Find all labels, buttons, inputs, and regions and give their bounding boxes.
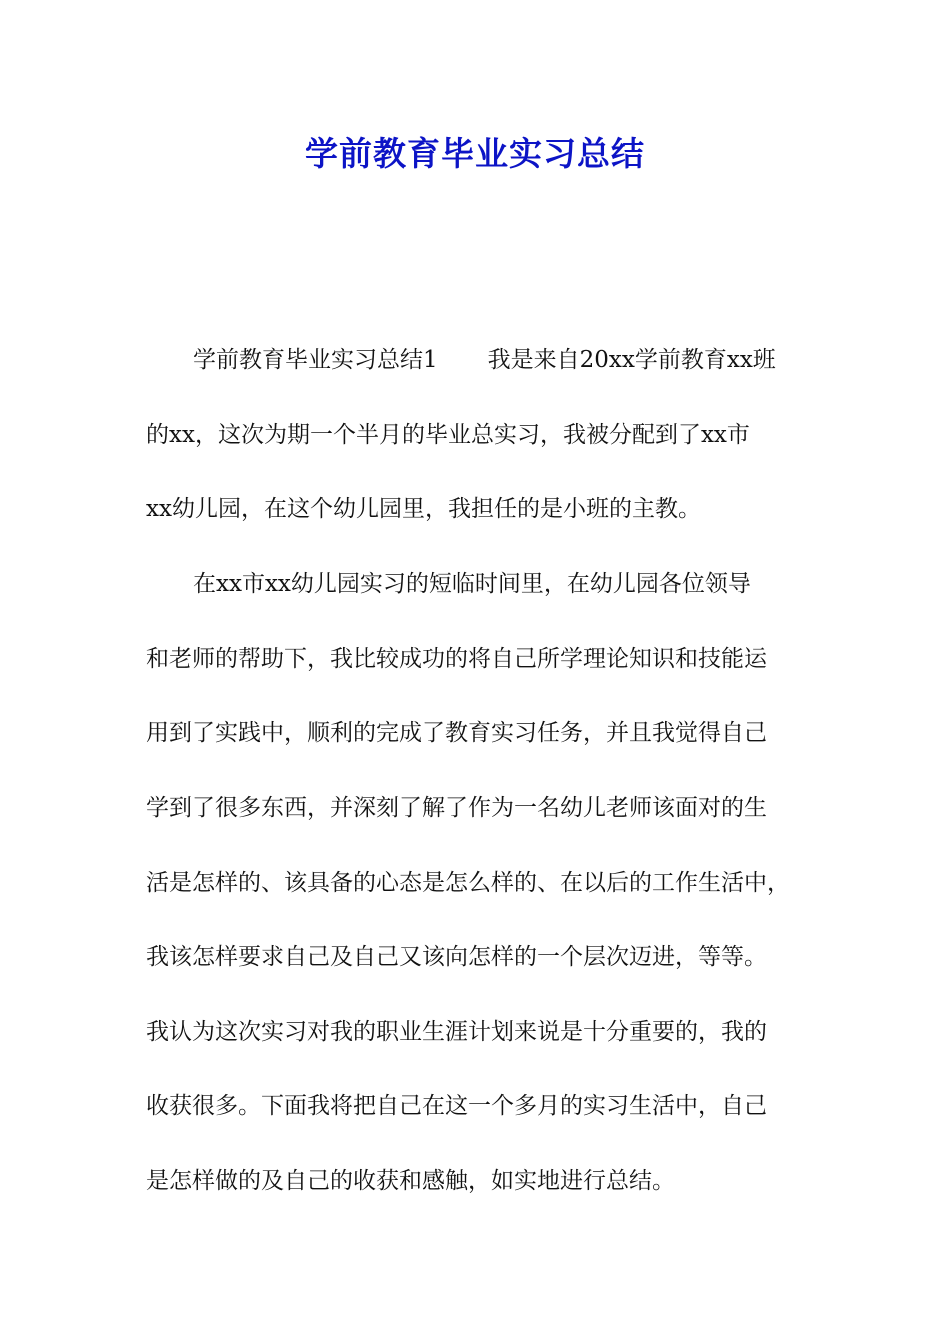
paragraph-2-line-1: 在xx市xx幼儿园实习的短临时间里，在幼儿园各位领导 bbox=[193, 571, 751, 597]
paragraph-2-line-3: 用到了实践中，顺利的完成了教育实习任务，并且我觉得自己 bbox=[146, 720, 767, 746]
paragraph-1-line-1 bbox=[193, 345, 893, 375]
paragraph-2-line-9: 是怎样做的及自己的收获和感触，如实地进行总结。 bbox=[146, 1168, 675, 1194]
paragraph-2-line-8: 收获很多。下面我将把自己在这一个多月的实习生活中，自己 bbox=[146, 1093, 767, 1119]
document-title: 学前教育毕业实习总结 bbox=[305, 134, 645, 173]
paragraph-2-line-5: 活是怎样的、该具备的心态是怎么样的、在以后的工作生活中， bbox=[146, 870, 790, 896]
paragraph-2-line-4: 学到了很多东西，并深刻了解了作为一名幼儿老师该面对的生 bbox=[146, 795, 767, 821]
paragraph-2-line-6: 我该怎样要求自己及自己又该向怎样的一个层次迈进，等等。 bbox=[146, 944, 767, 970]
paragraph-1-line-3: xx幼儿园，在这个幼儿园里，我担任的是小班的主教。 bbox=[146, 496, 701, 522]
section-heading: 学前教育毕业实习总结1 bbox=[193, 347, 438, 373]
paragraph-2-line-7: 我认为这次实习对我的职业生涯计划来说是十分重要的，我的 bbox=[146, 1019, 767, 1045]
paragraph-1-line-2: 的xx，这次为期一个半月的毕业总实习，我被分配到了xx市 bbox=[146, 422, 750, 448]
paragraph-1-line-1-text: 我是来自20xx学前教育xx班 bbox=[487, 347, 776, 373]
paragraph-2-line-2: 和老师的帮助下，我比较成功的将自己所学理论知识和技能运 bbox=[146, 646, 767, 672]
